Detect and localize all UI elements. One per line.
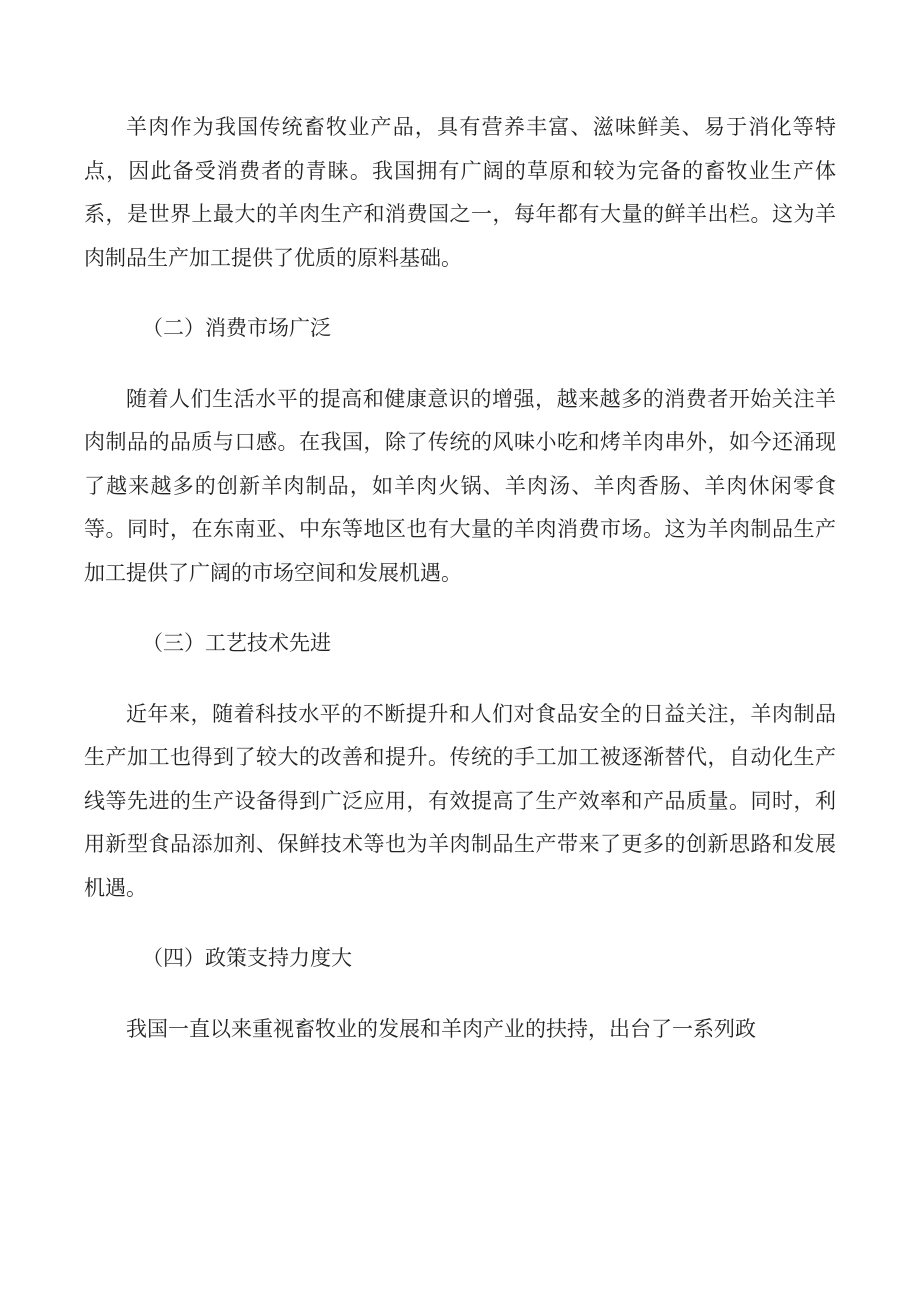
section-heading-market: （二）消费市场广泛 xyxy=(142,316,331,340)
paragraph-policy: 我国一直以来重视畜牧业的发展和羊肉产业的扶持，出台了一系列政 xyxy=(126,1016,756,1041)
paragraph-technology: 近年来，随着科技水平的不断提升和人们对食品安全的日益关注，羊肉制品生产加工也得到了较大的改善和提升。传统的手工加工被逐渐替代，自动化生产线等先进的生产设备得到广泛应用，有效提高了生产效率和产品质量。同时，利用新型食品添加剂、保鲜技术等也为羊肉制品生产带来了更多的创新思路和发展机遇。 xyxy=(84,701,836,900)
paragraph-market: 随着人们生活水平的提高和健康意识的增强，越来越多的消费者开始关注羊肉制品的品质与口感。在我国，除了传统的风味小吃和烤羊肉串外，如今还涌现了越来越多的创新羊肉制品，如羊肉火锅、羊肉汤、羊肉香肠、羊肉休闲零食等。同时，在东南亚、中东等地区也有大量的羊肉消费市场。这为羊肉制品生产加工提供了广阔的市场空间和发展机遇。 xyxy=(84,386,836,585)
paragraph-raw-material: 羊肉作为我国传统畜牧业产品，具有营养丰富、滋味鲜美、易于消化等特点，因此备受消费者的青睐。我国拥有广阔的草原和较为完备的畜牧业生产体系，是世界上最大的羊肉生产和消费国之一，每年都有大量的鲜羊出栏。这为羊肉制品生产加工提供了优质的原料基础。 xyxy=(84,115,836,270)
document-body xyxy=(84,106,836,1078)
section-heading-policy: （四）政策支持力度大 xyxy=(142,946,352,970)
section-heading-technology: （三）工艺技术先进 xyxy=(142,631,331,655)
